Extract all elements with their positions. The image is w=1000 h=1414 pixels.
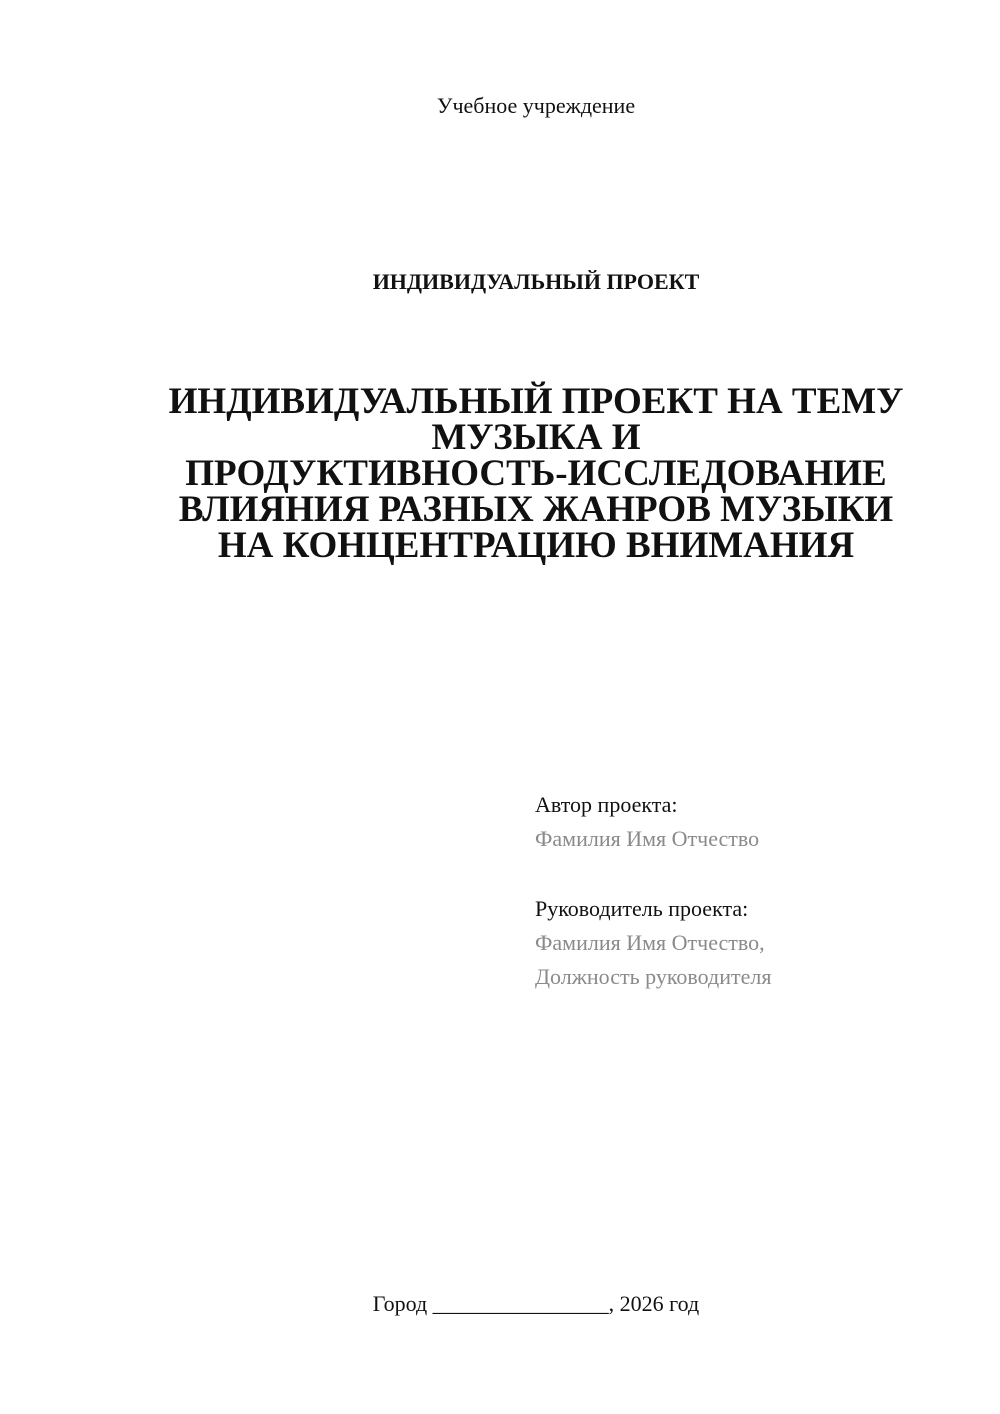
author-name: Фамилия Имя Отчество — [535, 826, 760, 851]
project-title-line: ПРОДУКТИВНОСТЬ-ИССЛЕДОВАНИЕ — [185, 453, 887, 494]
credits-spacer — [535, 856, 771, 892]
project-title-line: НА КОНЦЕНТРАЦИЮ ВНИМАНИЯ — [217, 525, 855, 566]
document-type-label: ИНДИВИДУАЛЬНЫЙ ПРОЕКТ — [372, 269, 700, 294]
project-title — [140, 381, 932, 566]
city-year-line: Город ________________, 2026 год — [372, 1291, 700, 1316]
project-title-line: ВЛИЯНИЯ РАЗНЫХ ЖАНРОВ МУЗЫКИ — [178, 489, 894, 530]
project-title-line: ИНДИВИДУАЛЬНЫЙ ПРОЕКТ НА ТЕМУ — [168, 381, 904, 422]
author-label: Автор проекта: — [535, 792, 678, 817]
institution-name: Учебное учреждение — [436, 93, 636, 118]
project-title-line: МУЗЫКА И — [431, 417, 641, 458]
supervisor-position: Должность руководителя — [535, 964, 772, 989]
credits-block — [535, 788, 771, 994]
supervisor-name: Фамилия Имя Отчество, — [535, 930, 765, 955]
supervisor-label: Руководитель проекта: — [535, 896, 749, 921]
